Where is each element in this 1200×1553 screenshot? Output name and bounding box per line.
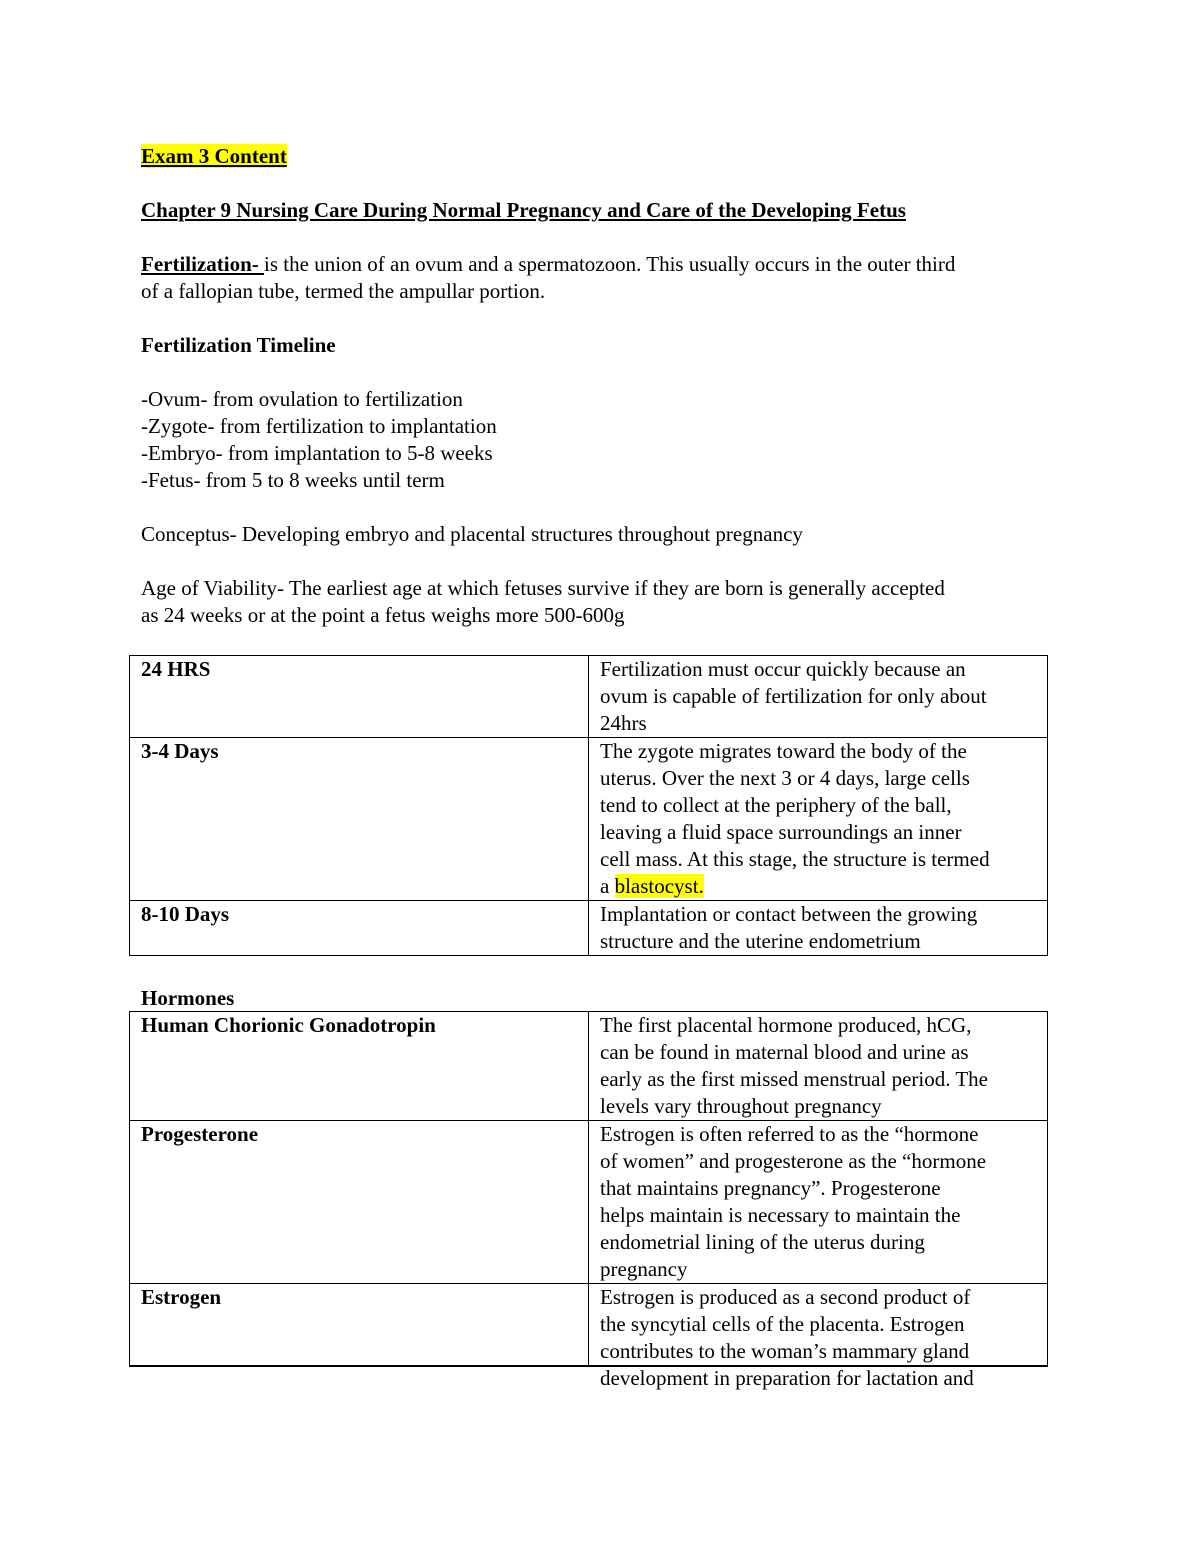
desc-line: pregnancy	[600, 1257, 688, 1281]
table-row	[130, 656, 1048, 738]
table-row	[130, 1012, 1048, 1121]
timeline-label-3-4-days: 3-4 Days	[130, 738, 589, 901]
desc-line: Implantation or contact between the growing	[600, 902, 978, 926]
desc-line: that maintains pregnancy”. Progesterone	[600, 1176, 941, 1200]
timeline-item-ovum: -Ovum- from ovulation to fertilization	[141, 387, 463, 411]
timeline-desc-24hrs	[589, 656, 1048, 738]
viability-line1: Age of Viability- The earliest age at which fetuses survive if they are born is generally accepted	[141, 576, 945, 600]
fertilization-definition-line2: of a fallopian tube, termed the ampullar portion.	[141, 279, 546, 303]
desc-line: endometrial lining of the uterus during	[600, 1230, 925, 1254]
timeline-item-embryo: -Embryo- from implantation to 5-8 weeks	[141, 441, 493, 465]
desc-line: of women” and progesterone as the “hormone	[600, 1149, 987, 1173]
hormone-desc-estrogen	[589, 1284, 1048, 1390]
desc-line: tend to collect at the periphery of the ball,	[600, 793, 952, 817]
blastocyst-prefix: a	[600, 874, 615, 898]
estrogen-desc-clip	[600, 1284, 1037, 1390]
fertilization-definition-line1: is the union of an ovum and a spermatozoon. This usually occurs in the outer third	[264, 252, 956, 276]
timeline-heading: Fertilization Timeline	[141, 333, 336, 357]
desc-line: contributes to the woman’s mammary gland	[600, 1339, 970, 1363]
exam-title	[141, 143, 1061, 170]
blastocyst-highlight: blastocyst.	[614, 874, 704, 898]
desc-line: can be found in maternal blood and urine as	[600, 1040, 969, 1064]
chapter-title: Chapter 9 Nursing Care During Normal Pregnancy and Care of the Developing Fetus	[141, 198, 906, 222]
conceptus-definition: Conceptus- Developing embryo and placental structures throughout pregnancy	[141, 522, 803, 546]
timeline-label-24hrs: 24 HRS	[130, 656, 589, 738]
hormone-label-estrogen: Estrogen	[130, 1284, 589, 1367]
fertilization-term: Fertilization-	[141, 252, 265, 276]
desc-line: structure and the uterine endometrium	[600, 929, 921, 953]
table-row	[130, 1121, 1048, 1284]
hormone-label-hcg: Human Chorionic Gonadotropin	[130, 1012, 589, 1121]
timeline-item-zygote: -Zygote- from fertilization to implantation	[141, 414, 497, 438]
hormones-heading: Hormones	[141, 986, 235, 1010]
timeline-label-8-10-days: 8-10 Days	[130, 901, 589, 956]
hormone-desc-hcg	[589, 1012, 1048, 1121]
desc-line: early as the first missed menstrual period. The	[600, 1067, 989, 1091]
hormone-label-progesterone: Progesterone	[130, 1121, 589, 1284]
desc-line: Fertilization must occur quickly because an	[600, 657, 966, 681]
timeline-item-fetus: -Fetus- from 5 to 8 weeks until term	[141, 468, 445, 492]
document-page	[141, 141, 1061, 629]
fertilization-definition	[141, 251, 1061, 278]
desc-line: Estrogen is produced as a second product of	[600, 1285, 971, 1309]
desc-line: 24hrs	[600, 711, 647, 735]
table-row	[130, 738, 1048, 901]
exam-title-highlight: Exam 3 Content	[141, 144, 287, 168]
viability-line2: as 24 weeks or at the point a fetus weighs more 500-600g	[141, 603, 625, 627]
table-row	[130, 1284, 1048, 1367]
fertilization-timeline-table	[129, 655, 1048, 956]
desc-line	[600, 873, 1037, 900]
desc-line: development in preparation for lactation and	[600, 1366, 974, 1390]
table-row	[130, 901, 1048, 956]
desc-line: cell mass. At this stage, the structure is termed	[600, 847, 990, 871]
desc-line: leaving a fluid space surroundings an inner	[600, 820, 962, 844]
desc-line: the syncytial cells of the placenta. Estrogen	[600, 1312, 965, 1336]
desc-line: The first placental hormone produced, hCG,	[600, 1013, 972, 1037]
desc-line: helps maintain is necessary to maintain the	[600, 1203, 961, 1227]
desc-line: The zygote migrates toward the body of the	[600, 739, 967, 763]
desc-line: Estrogen is often referred to as the “hormone	[600, 1122, 979, 1146]
hormone-desc-progesterone	[589, 1121, 1048, 1284]
timeline-desc-8-10-days	[589, 901, 1048, 956]
hormones-table	[129, 1011, 1048, 1390]
desc-line: uterus. Over the next 3 or 4 days, large cells	[600, 766, 970, 790]
desc-line: levels vary throughout pregnancy	[600, 1094, 882, 1118]
timeline-desc-3-4-days	[589, 738, 1048, 901]
desc-line: ovum is capable of fertilization for only about	[600, 684, 987, 708]
